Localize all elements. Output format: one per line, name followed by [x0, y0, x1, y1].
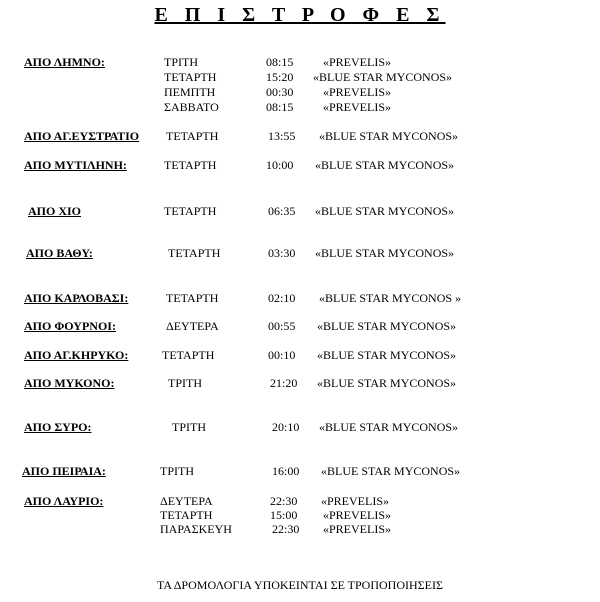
trip-ship: «BLUE STAR MYCONOS» — [319, 420, 459, 434]
trip-ship: «BLUE STAR MYCONOS » — [319, 291, 462, 305]
trip-ship: «BLUE STAR MYCONOS» — [315, 158, 455, 172]
trip-day: ΤΡΙΤΗ — [168, 376, 202, 390]
footer-note: ΤΑ ΔΡΟΜΟΛΟΓΙΑ ΥΠΟΚΕΙΝΤΑΙ ΣΕ ΤΡΟΠΟΠΟΙΗΣΕΙΣ — [157, 578, 443, 592]
trip-time: 16:00 — [272, 464, 300, 478]
port-name-syros: ΑΠΟ ΣΥΡΟ: — [24, 420, 92, 434]
trip-ship: «PREVELIS» — [323, 508, 392, 522]
trip-ship: «PREVELIS» — [323, 55, 392, 69]
trip-day: ΣΑΒΒΑΤΟ — [164, 100, 219, 114]
trip-ship: «BLUE STAR MYCONOS» — [321, 464, 461, 478]
trip-day: ΤΕΤΑΡΤΗ — [160, 508, 213, 522]
trip-day: ΠΕΜΠΤΗ — [164, 85, 216, 99]
trip-time: 03:30 — [268, 246, 296, 260]
trip-time: 15:00 — [270, 508, 298, 522]
trip-day: ΔΕΥΤΕΡΑ — [166, 319, 219, 333]
port-name-agios-efstratios: ΑΠΟ ΑΓ.ΕΥΣΤΡΑΤΙΟ — [24, 129, 140, 143]
page-title: Ε Π Ι Σ Τ Ρ Ο Φ Ε Σ — [154, 4, 446, 26]
trip-ship: «BLUE STAR MYCONOS» — [315, 246, 455, 260]
trip-time: 10:00 — [266, 158, 294, 172]
trip-time: 21:20 — [270, 376, 298, 390]
trip-day: ΤΕΤΑΡΤΗ — [164, 158, 217, 172]
trip-day: ΤΕΤΑΡΤΗ — [164, 70, 217, 84]
trip-day: ΤΕΤΑΡΤΗ — [164, 204, 217, 218]
port-name-piraeus: ΑΠΟ ΠΕΙΡΑΙΑ: — [22, 464, 106, 478]
port-name-agios-kirykos: ΑΠΟ ΑΓ.ΚΗΡΥΚΟ: — [24, 348, 129, 362]
trip-time: 20:10 — [272, 420, 300, 434]
trip-time: 00:10 — [268, 348, 296, 362]
trip-time: 00:55 — [268, 319, 296, 333]
trip-day: ΤΡΙΤΗ — [160, 464, 194, 478]
port-name-karlovasi: ΑΠΟ ΚΑΡΛΟΒΑΣΙ: — [24, 291, 129, 305]
trip-day: ΤΕΤΑΡΤΗ — [166, 129, 219, 143]
trip-time: 08:15 — [266, 55, 294, 69]
trip-ship: «PREVELIS» — [323, 85, 392, 99]
trip-time: 00:30 — [266, 85, 294, 99]
trip-ship: «BLUE STAR MYCONOS» — [317, 376, 457, 390]
trip-day: ΤΕΤΑΡΤΗ — [162, 348, 215, 362]
trip-ship: «BLUE STAR MYCONOS» — [315, 204, 455, 218]
trip-time: 22:30 — [272, 522, 300, 536]
trip-time: 22:30 — [270, 494, 298, 508]
trip-day: ΠΑΡΑΣΚΕΥΗ — [160, 522, 232, 536]
trip-day: ΤΡΙΤΗ — [164, 55, 198, 69]
trip-ship: «BLUE STAR MYCONOS» — [313, 70, 453, 84]
port-name-mykonos: ΑΠΟ ΜΥΚΟΝΟ: — [24, 376, 115, 390]
port-name-chios: ΑΠΟ ΧΙΟ — [28, 204, 82, 218]
trip-time: 13:55 — [268, 129, 296, 143]
trip-day: ΤΡΙΤΗ — [172, 420, 206, 434]
trip-time: 15:20 — [266, 70, 294, 84]
port-name-lavrio: ΑΠΟ ΛΑΥΡΙΟ: — [24, 494, 104, 508]
port-name-fournoi: ΑΠΟ ΦΟΥΡΝΟΙ: — [24, 319, 116, 333]
port-name-vathy: ΑΠΟ ΒΑΘΥ: — [26, 246, 93, 260]
trip-ship: «BLUE STAR MYCONOS» — [317, 319, 457, 333]
trip-ship: «BLUE STAR MYCONOS» — [317, 348, 457, 362]
trip-day: ΔΕΥΤΕΡΑ — [160, 494, 213, 508]
trip-ship: «PREVELIS» — [323, 522, 392, 536]
trip-day: ΤΕΤΑΡΤΗ — [166, 291, 219, 305]
trip-time: 02:10 — [268, 291, 296, 305]
trip-ship: «PREVELIS» — [321, 494, 390, 508]
trip-time: 06:35 — [268, 204, 296, 218]
trip-day: ΤΕΤΑΡΤΗ — [168, 246, 221, 260]
trip-ship: «PREVELIS» — [323, 100, 392, 114]
trip-time: 08:15 — [266, 100, 294, 114]
port-name-limnos: ΑΠΟ ΛΗΜΝΟ: — [24, 55, 105, 69]
port-name-mytilini: ΑΠΟ ΜΥΤΙΛΗΝΗ: — [24, 158, 127, 172]
trip-ship: «BLUE STAR MYCONOS» — [319, 129, 459, 143]
